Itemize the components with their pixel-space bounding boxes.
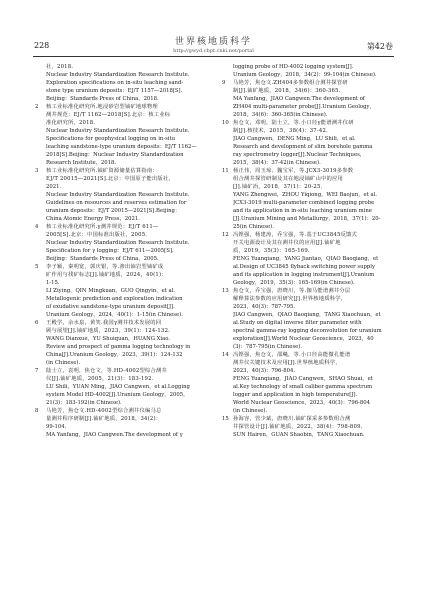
reference-entry bbox=[222, 231, 395, 287]
reference-entry bbox=[222, 63, 395, 79]
reference-line: system Model HD-4002[J].Uranium Geology，2005， bbox=[46, 392, 189, 398]
reference-line: Metallogenic prediction and exploration indication bbox=[46, 296, 183, 302]
reference-line: 核工业标准化研究所.铀矿资源储量估算指南： bbox=[46, 168, 158, 174]
reference-line: al.Key technology of small caliber gamma spectrum bbox=[233, 384, 373, 390]
reference-line: 21(3)：183-192(in Chinese). bbox=[46, 400, 122, 406]
reference-line: 王殿学，余水泉，黄笑.我国γ测井技术发展的回 bbox=[46, 320, 162, 326]
reference-line: Research Institute，2018. bbox=[46, 160, 117, 166]
reference-number: 12 bbox=[222, 232, 229, 238]
reference-line: uranium deposits：EJ/T 20015—2021[S].Beijing： bbox=[46, 208, 181, 214]
reference-line: 仪[J].铀矿地质，2005，21(3)：183-192. bbox=[46, 376, 154, 382]
reference-line: JCX3-3019 multi-parameter combined logging probe bbox=[233, 200, 375, 206]
reference-line: China Atomic Energy Press，2021. bbox=[46, 216, 140, 222]
reference-line: 2023，40(3)：796-804. bbox=[233, 368, 296, 374]
header-divider bbox=[33, 56, 394, 57]
reference-line: spectral gamma-ray logging deconvolution for uranium bbox=[233, 328, 382, 334]
reference-entry bbox=[35, 263, 208, 319]
reference-line: 组合测井探管研制及其在地浸铀矿山中的应用 bbox=[233, 176, 343, 182]
reference-line: 孙海容，管少斌，唐晓川.铀矿探采多参数组合测 bbox=[233, 416, 351, 422]
journal-title: 世界核地质科学 bbox=[174, 37, 252, 47]
reference-line: 井探管设计[J].铀矿地质，2022，38(4)：798-809. bbox=[233, 424, 363, 430]
reference-text bbox=[46, 263, 208, 319]
reference-line: Nuclear Industry Standardization Research Institute. bbox=[46, 240, 190, 246]
reference-entry bbox=[35, 63, 208, 103]
reference-column-left bbox=[35, 63, 208, 439]
reference-line: 马艳芳，焦仓文.HD-4002型综合测井仪编马总 bbox=[46, 408, 162, 414]
reference-text bbox=[233, 63, 395, 79]
reference-line: 开关电源设计及其在测井仪的应用[J].铀矿地 bbox=[233, 240, 341, 246]
reference-number: 2 bbox=[35, 104, 39, 110]
reference-line: (in Chinese). bbox=[233, 408, 268, 414]
reference-text bbox=[46, 103, 208, 167]
reference-text bbox=[233, 287, 395, 351]
reference-line: EJ/T 20015—2021[S].北京：中国原子能出版社， bbox=[46, 176, 174, 182]
reference-line: 2018，34(6)：360-365(in Chinese). bbox=[233, 112, 328, 118]
reference-line: WANG Dianxue，YU Shuiquan，HUANG Xiao. bbox=[46, 336, 171, 342]
reference-line: Research and development of slim borehole gamma bbox=[233, 144, 373, 150]
reference-text bbox=[46, 223, 208, 263]
reference-number: 5 bbox=[35, 264, 39, 270]
reference-entry bbox=[222, 119, 395, 167]
reference-line: of exudative sandstone-type uranium deposit[J]. bbox=[46, 304, 175, 310]
reference-line: 核工业标准化研究所.地浸砂岩型铀矿地球物理 bbox=[46, 104, 158, 110]
reference-line: 99-104. bbox=[46, 424, 67, 430]
reference-text bbox=[233, 79, 395, 119]
reference-entry bbox=[222, 287, 395, 351]
reference-line: 准化研究所，2018. bbox=[46, 120, 96, 126]
reference-line: Uranium Geology，2024，40(1)：1-15(in Chinese). bbox=[46, 312, 183, 318]
reference-line: Guidelines on resources and reserves estimation for bbox=[46, 200, 187, 206]
reference-entry bbox=[35, 103, 208, 167]
reference-line: 冯铿强，焦仓文，邵飚，等.小口径高能微孔能谱 bbox=[233, 352, 351, 358]
reference-line: 核工业标准化研究所.γ测井规范：EJ/T 611— bbox=[46, 224, 159, 230]
reference-line: 马艳芳，焦仓文.ZH404多参数组合测井探管研 bbox=[233, 80, 348, 86]
reference-line: Uranium Geology，2018，34(2)：99-104(in Chinese). bbox=[233, 72, 377, 78]
reference-text bbox=[46, 319, 208, 367]
reference-text bbox=[233, 415, 395, 439]
reference-line: 制[J].铀矿地质，2018，34(6)：360-365. bbox=[233, 88, 341, 94]
reference-entry bbox=[222, 167, 395, 231]
reference-line: 杨正伟，周玉琼，魏宝军，等.JCX3-3019多参数 bbox=[233, 168, 354, 174]
reference-line: 25(in Chinese). bbox=[233, 224, 274, 230]
reference-entry bbox=[35, 407, 208, 439]
reference-number: 3 bbox=[35, 168, 39, 174]
reference-entry bbox=[35, 223, 208, 263]
reference-line: ZH404 multi-parameter probe[J].Uranium Geology， bbox=[233, 104, 375, 110]
reference-line: Nuclear Industry Standardization Research Institute. bbox=[46, 192, 190, 198]
reference-entry bbox=[35, 167, 208, 223]
reference-number: 8 bbox=[35, 408, 39, 414]
reference-text bbox=[233, 351, 395, 415]
reference-line: YANG Zhengwei，ZHOU Yiqiong，WEI Baojun，et al. bbox=[233, 192, 377, 198]
reference-line: 制[J].核技术，2015，38(4)：37-42. bbox=[233, 128, 328, 134]
reference-line: SUN Hairen，GUAN Shaobin，TANG Xiaochuan. bbox=[233, 432, 365, 438]
reference-number: 15 bbox=[222, 416, 229, 422]
reference-line: LI Ziying，QIN Mingkuan，GUO Qingyin，et al. bbox=[46, 288, 176, 294]
reference-line: [J].铀矿冶，2018，37(1)：20-25. bbox=[233, 184, 323, 190]
reference-line: 焦仓文，邓明，陆士立，等.小口径γ能谱测井仪研 bbox=[233, 120, 354, 126]
reference-line: 社，2018. bbox=[46, 64, 74, 70]
reference-line: 量测井程序研制[J].铀矿地质，2018，34(2)： bbox=[46, 416, 162, 422]
reference-line: Beijing：Standards Press of China，2005. bbox=[46, 256, 159, 262]
reference-line: MA Yanfang，JIAO Cangwen.The development of γ bbox=[46, 432, 183, 438]
reference-line: LU Shili，YUAN Ming，JIAO Cangwen，et al.Logging bbox=[46, 384, 190, 390]
reference-line: (3)：787-795(in Chinese). bbox=[233, 344, 302, 350]
reference-entry bbox=[35, 367, 208, 407]
reference-line: Review and prospect of gamma logging technology in bbox=[46, 344, 191, 350]
reference-line: Nuclear Industry Standardization Research Institute. bbox=[46, 72, 190, 78]
reference-number: 14 bbox=[222, 352, 229, 358]
reference-line: World Nuclear Geoscience，2023，40(3)：796-804 bbox=[233, 400, 370, 406]
reference-text bbox=[233, 231, 395, 287]
reference-entry bbox=[35, 319, 208, 367]
reference-text bbox=[233, 167, 395, 231]
reference-line: stone type uranium deposits：EJ/T 1157—2018[S]. bbox=[46, 88, 183, 94]
reference-number: 6 bbox=[35, 320, 39, 326]
reference-line: 2018[S].Beijing：Nuclear Industry Standardization bbox=[46, 152, 184, 158]
reference-number: 13 bbox=[222, 288, 229, 294]
reference-line: 1-15. bbox=[46, 280, 60, 286]
reference-line: Nuclear Industry Standardization Research Institute. bbox=[46, 128, 190, 134]
reference-line: 质，2019，35(3)：165-169. bbox=[233, 248, 310, 254]
reference-line: 陆士立，袁明，焦仓文，等.HD-4002型综合测井 bbox=[46, 368, 167, 374]
reference-text bbox=[46, 63, 208, 103]
reference-line: JIAO Cangwen，QIAO Baoqiang，TANG Xiaochuan，et bbox=[233, 312, 381, 318]
reference-line: [J].Uranium Mining and Metallurgy，2018，37(1)：20- bbox=[233, 216, 381, 222]
reference-column-right bbox=[222, 63, 395, 439]
reference-line: Beijing：Standards Press of China，2018. bbox=[46, 96, 159, 102]
reference-line: 2021. bbox=[46, 184, 62, 190]
reference-line: ray spectrometry logger[J].Nuclear Techniques， bbox=[233, 152, 366, 158]
reference-line: 测井规范：EJ/T 1162—2018[S].北京：核工业标 bbox=[46, 112, 171, 118]
reference-line: (in Chinese). bbox=[46, 360, 81, 366]
reference-number: 7 bbox=[35, 368, 39, 374]
reference-line: 矿作用与找矿标志[J].铀矿地质，2024，40(1)： bbox=[46, 272, 167, 278]
reference-number: 10 bbox=[222, 120, 229, 126]
reference-line: and its application in logging instrument[J].Uranium bbox=[233, 272, 375, 278]
reference-line: 解释算法参数的应用研究[J].世界核地质科学， bbox=[233, 296, 347, 302]
reference-line: exploration[J].World Nuclear Geoscience，2023，40 bbox=[233, 336, 374, 342]
reference-line: logging probe of HD-4002 logging system[J]. bbox=[233, 64, 354, 70]
reference-line: 冯铿强，杨建涛，乔宝强，等.基于UC3845反馈式 bbox=[233, 232, 358, 238]
reference-line: and its application in in-situ leaching uranium mine bbox=[233, 208, 372, 214]
reference-line: 李子颖，秦明宽，郭庆银，等.渗出铀岩型铀矿成 bbox=[46, 264, 164, 270]
volume-label: 第42卷 bbox=[366, 42, 393, 51]
reference-line: JIAO Cangwen，DENG Ming，LU Shili，et al. bbox=[233, 136, 356, 142]
reference-line: al.Design of UC3845 flyback switching power supply bbox=[233, 264, 375, 270]
reference-number: 11 bbox=[222, 168, 229, 174]
reference-line: Specification for γ logging：EJ/T 611—2005[S]. bbox=[46, 248, 174, 254]
reference-line: MA Yanfang，JIAO Cangwen.The development of bbox=[233, 96, 365, 102]
reference-line: FENG Yuanqiang，JIAO Cangwen，SHAO Shuai，et bbox=[233, 376, 373, 382]
reference-number: 9 bbox=[222, 80, 226, 86]
reference-line: China[J].Uranium Geology，2023，39(1)：124-132 bbox=[46, 352, 183, 358]
reference-line: 测井仪关键技术及应用[J].世界核地质科学， bbox=[233, 360, 341, 366]
reference-text bbox=[233, 119, 395, 167]
journal-url: http://gwyd.cbpt.cnki.net/portal bbox=[173, 48, 254, 54]
reference-line: FENG Yuanqiang，YANG Jiantao，QIAO Baoqiang，et bbox=[233, 256, 379, 262]
reference-text bbox=[46, 407, 208, 439]
reference-line: Specifications for geophysical logging on in-situ bbox=[46, 136, 176, 142]
reference-line: 2023，40(3)：787-795. bbox=[233, 304, 296, 310]
reference-entry bbox=[222, 351, 395, 415]
reference-number: 4 bbox=[35, 224, 39, 230]
reference-entry bbox=[222, 79, 395, 119]
reference-line: Exploration specifications on in-situ leaching sand- bbox=[46, 80, 184, 86]
reference-text bbox=[46, 167, 208, 223]
reference-line: logger and application in high temperature[J]. bbox=[233, 392, 358, 398]
reference-line: 2015，38(4)：37-42(in Chinese). bbox=[233, 160, 321, 166]
reference-line: 顾与展望[J].铀矿地质，2023，39(1)：124-132. bbox=[46, 328, 171, 334]
reference-line: 2005[S].北京：中国标准出版社，2005. bbox=[46, 232, 148, 238]
page-number: 228 bbox=[34, 41, 50, 50]
reference-line: Geology，2019，35(3)：165-169(in Chinese). bbox=[233, 280, 355, 286]
reference-line: al.Study on digital inverse filter parameter with bbox=[233, 320, 362, 326]
reference-line: 焦仓文，乔宝强，唐晓川，等.伽马能谱测井分层 bbox=[233, 288, 351, 294]
reference-line: leaching sandstone-type uranium deposits：EJ/T 1162— bbox=[46, 144, 197, 150]
reference-entry bbox=[222, 415, 395, 439]
reference-text bbox=[46, 367, 208, 407]
